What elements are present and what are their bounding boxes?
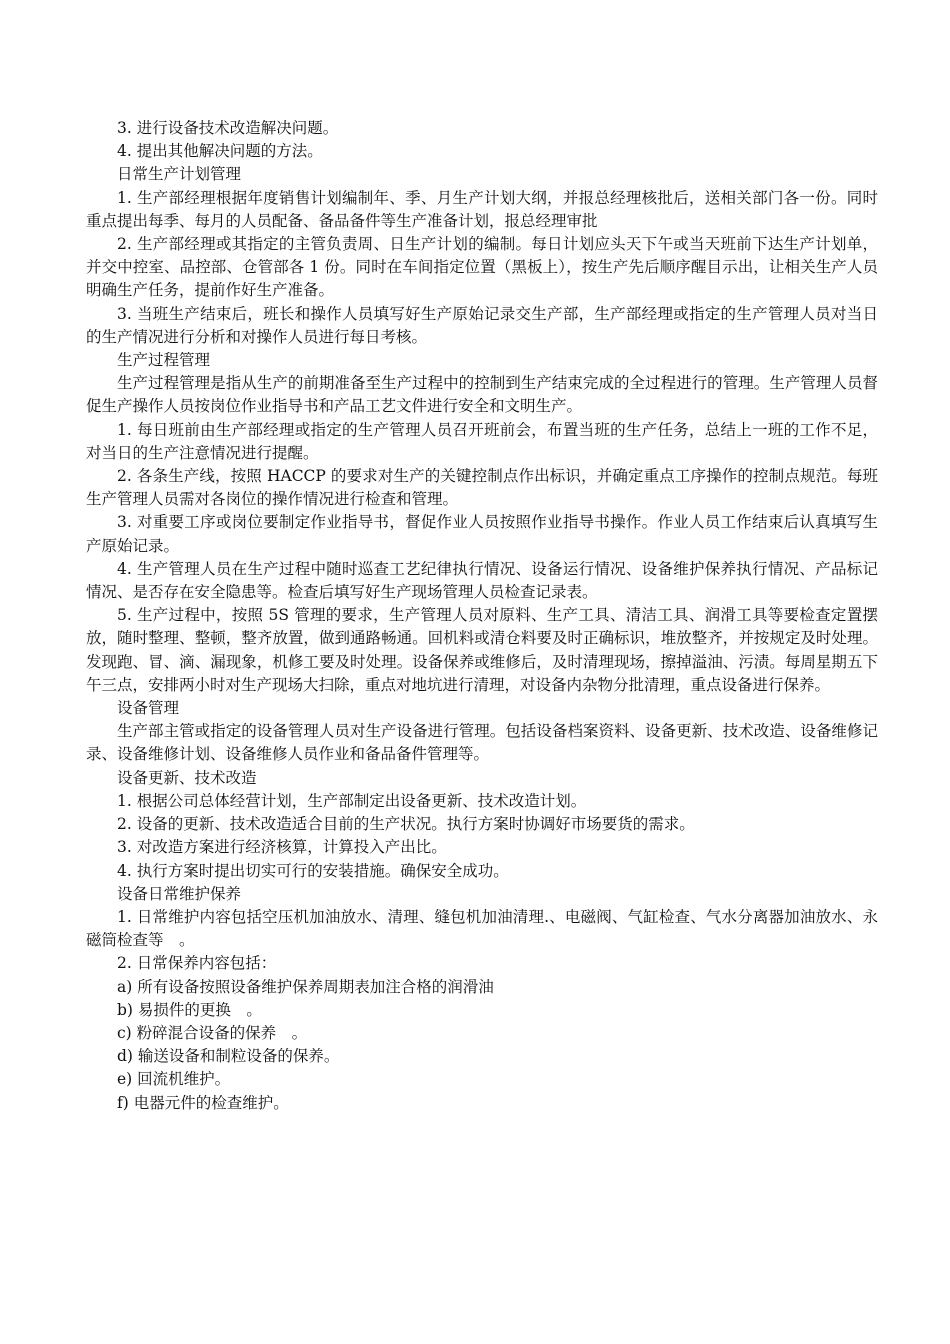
document-page: [86, 117, 878, 1115]
list-item: 3. 当班生产结束后，班长和操作人员填写好生产原始记录交生产部，生产部经理或指定的生产管理人员对当日的生产情况进行分析和对操作人员进行每日考核。: [86, 304, 878, 346]
section-heading: 日常生产计划管理: [117, 165, 242, 184]
list-item: 2. 设备的更新、技术改造适合目前的生产状况。执行方案时协调好市场要货的需求。: [117, 815, 695, 834]
list-item: 4. 生产管理人员在生产过程中随时巡查工艺纪律执行情况、设备运行情况、设备维护保养执行情况、产品标记情况、是否存在安全隐患等。检查后填写好生产现场管理人员检查记录表。: [86, 559, 878, 602]
section-heading: 生产过程管理: [117, 351, 211, 370]
section-heading: 设备日常维护保养: [117, 884, 242, 903]
list-item: 1. 每日班前由生产部经理或指定的生产管理人员召开班前会，布置当班的生产任务，总结上一班的工作不足，对当日的生产注意情况进行提醒。: [86, 420, 878, 462]
list-item: 1. 日常维护内容包括空压机加油放水、清理、缝包机加油清理.、电磁阀、气缸检查、气水分离器加油放水、永磁筒检查等 。: [86, 907, 878, 950]
body-paragraph: 生产部主管或指定的设备管理人员对生产设备进行管理。包括设备档案资料、设备更新、技术改造、设备维修记录、设备维修计划、设备维修人员作业和备品备件管理等。: [86, 722, 878, 764]
sub-list-item: a) 所有设备按照设备维护保养周期表加注合格的润滑油: [117, 977, 494, 996]
list-item: 3. 对改造方案进行经济核算，计算投入产出比。: [117, 838, 447, 857]
list-item: 3. 进行设备技术改造解决问题。: [117, 119, 339, 137]
body-paragraph: 生产过程管理是指从生产的前期准备至生产过程中的控制到生产结束完成的全过程进行的管理。生产管理人员督促生产操作人员按岗位作业指导书和产品工艺文件进行安全和文明生产。: [86, 374, 878, 416]
section-heading: 设备更新、技术改造: [117, 768, 257, 787]
list-item: 1. 生产部经理根据年度销售计划编制年、季、月生产计划大纲，并报总经理核批后，送相关部门各一份。同时重点提出每季、每月的人员配备、备品备件等生产准备计划，报总经理审批: [86, 188, 878, 230]
sub-list-item: b) 易损件的更换 。: [117, 1000, 262, 1019]
list-item: 4. 提出其他解决问题的方法。: [117, 142, 323, 161]
sub-list-item: d) 输送设备和制粒设备的保养。: [117, 1047, 340, 1066]
list-item: 3. 对重要工序或岗位要制定作业指导书，督促作业人员按照作业指导书操作。作业人员工作结束后认真填写生产原始记录。: [86, 513, 878, 555]
sub-list-item: e) 回流机维护。: [117, 1070, 231, 1089]
sub-list-item: c) 粉碎混合设备的保养 。: [117, 1023, 308, 1042]
list-item: 5. 生产过程中，按照 5S 管理的要求，生产管理人员对原料、生产工具、清洁工具、润滑工具等要检查定置摆放，随时整理、整顿，整齐放置，做到通路畅通。回机料或清仓料要及时正确标识，堆放整齐，并按规定及时处理。发现跑、冒、滴、漏现象，机修工要及时处理。设备保养或维修后，及时清理现场，擦掉溢油、污渍。每周星期五下午三点，安排两小时对生产现场大扫除，重点对地坑进行清理，对设备内杂物分批清理，重点设备进行保养。: [86, 606, 878, 694]
list-item: 4. 执行方案时提出切实可行的安装措施。确保安全成功。: [117, 861, 509, 880]
list-item: 2. 生产部经理或其指定的主管负责周、日生产计划的编制。每日计划应头天下午或当天班前下达生产计划单，并交中控室、品控部、仓管部各 1 份。同时在车间指定位置（黑板上），按生产先后顺序醒目示出，让相关生产人员明确生产任务，提前作好生产准备。: [86, 235, 878, 300]
list-item: 1. 根据公司总体经营计划，生产部制定出设备更新、技术改造计划。: [117, 791, 587, 810]
list-item: 2. 日常保养内容包括：: [117, 954, 277, 973]
sub-list-item: f) 电器元件的检查维护。: [117, 1093, 289, 1112]
list-item: 2. 各条生产线，按照 HACCP 的要求对生产的关键控制点作出标识，并确定重点工序操作的控制点规范。每班生产管理人员需对各岗位的操作情况进行检查和管理。: [86, 467, 878, 509]
section-heading: 设备管理: [117, 699, 180, 718]
